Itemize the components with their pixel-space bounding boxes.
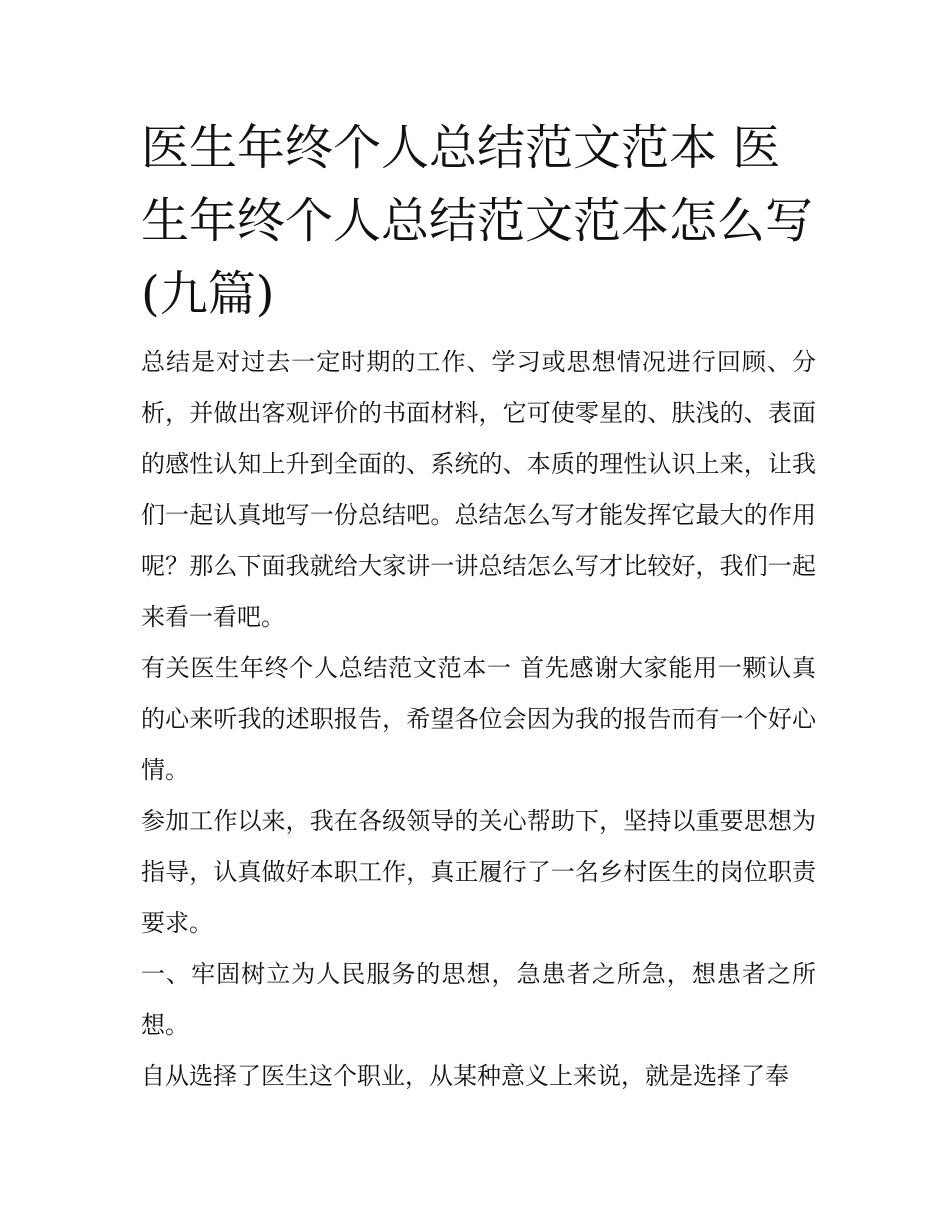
- paragraph-intro: 总结是对过去一定时期的工作、学习或思想情况进行回顾、分析，并做出客观评价的书面材料，它可使零星的、肤浅的、表面的感性认知上升到全面的、系统的、本质的理性认识上来，让我们一起认真地写一份总结吧。总结怎么写才能发挥它最大的作用呢？那么下面我就给大家讲一讲总结怎么写才比较好，我们一起来看一看吧。: [141, 348, 816, 631]
- paragraph-heading-one: 一、牢固树立为人民服务的思想，急患者之所急，想患者之所想。: [141, 960, 816, 1039]
- paragraph-career-choice: 自从选择了医生这个职业，从某种意义上来说，就是选择了奉: [141, 1062, 789, 1090]
- document-body: [141, 337, 816, 1102]
- paragraph-section-one-opening: 有关医生年终个人总结范文范本一 首先感谢大家能用一颗认真的心来听我的述职报告，希望各位会因为我的报告而有一个好心情。: [141, 654, 816, 784]
- document-content: [141, 112, 816, 1102]
- document-title: 医生年终个人总结范文范本 医生年终个人总结范文范本怎么写(九篇): [141, 120, 814, 322]
- paragraph-work-overview: 参加工作以来，我在各级领导的关心帮助下，坚持以重要思想为指导，认真做好本职工作，真正履行了一名乡村医生的岗位职责要求。: [141, 807, 816, 937]
